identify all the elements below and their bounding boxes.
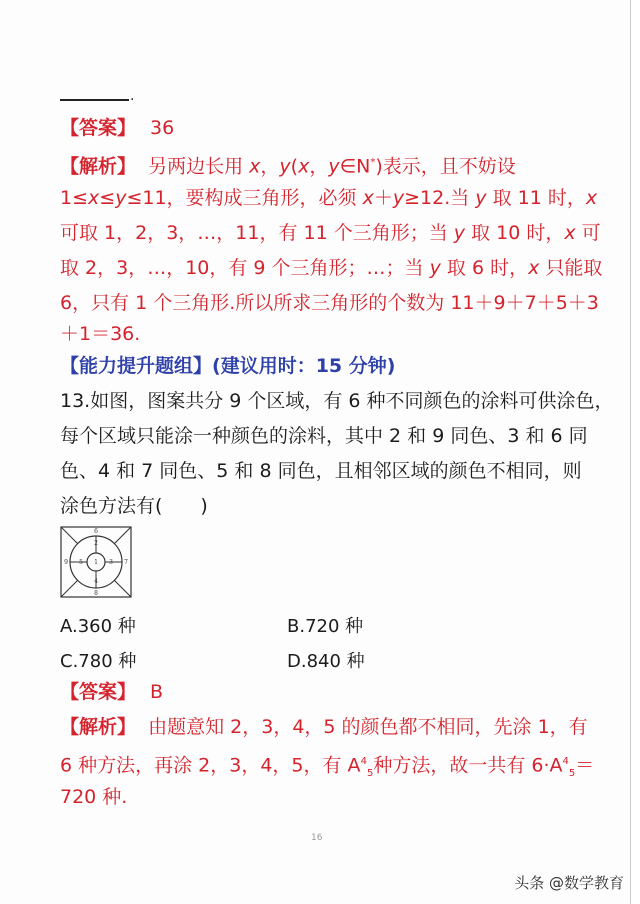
q13-analysis-text: ＝ <box>575 754 595 777</box>
q12-analysis-line-2 <box>60 183 598 213</box>
var-y: y <box>279 155 291 178</box>
q12-analysis-line-1 <box>60 148 572 181</box>
answer-blank-line <box>60 99 129 101</box>
region-label-8: 8 <box>94 590 98 597</box>
q13-analysis-line-1 <box>60 712 588 742</box>
q12-analysis-tag: 【解析】 <box>60 155 137 178</box>
superscript: 4 <box>360 756 367 767</box>
option-a: A.360 种 <box>60 616 136 637</box>
q13-answer-tag: 【答案】 <box>60 681 137 703</box>
var-y: y <box>115 187 127 209</box>
q12-answer-line <box>60 113 572 143</box>
q13-stem-line-2: 每个区域只能涂一种颜色的涂料，其中 2 和 9 同色、3 和 6 同 <box>60 425 588 447</box>
q12-analysis-text: ( <box>290 155 299 178</box>
var-y: y <box>328 155 340 178</box>
q12-analysis-text: ， <box>260 155 280 178</box>
q13-answer-line <box>60 677 572 707</box>
q13-stem-line-3: 色、4 和 7 同色、5 和 8 同色，且相邻区域的颜色不相同，则 <box>60 460 582 482</box>
q13-analysis-text: 种方法，故一共有 6·A <box>373 754 563 777</box>
q12-analysis-text: )表示，且不妨设 <box>375 155 516 178</box>
option-b: B.720 种 <box>287 616 364 637</box>
var-x: x <box>298 155 310 178</box>
q12-analysis-text: 取 11 时， <box>486 187 586 209</box>
q13-analysis-line-3 <box>60 782 572 812</box>
q12-analysis-text: ＋ <box>373 187 393 209</box>
region-label-3: 3 <box>109 559 113 566</box>
superscript: * <box>370 157 376 168</box>
region-label-4: 4 <box>94 578 98 585</box>
q12-analysis-text: 可取 1，2，3，…，11，有 11 个三角形；当 <box>60 222 454 244</box>
q12-analysis-text: 取 6 时， <box>440 257 529 279</box>
q13-analysis-text: 6 种方法，再涂 2，3，4，5，有 A <box>60 754 361 777</box>
region-label-6: 6 <box>94 528 98 535</box>
superscript: 4 <box>562 756 569 767</box>
region-label-9: 9 <box>64 559 68 566</box>
option-c: C.780 种 <box>60 651 137 672</box>
q12-analysis-text: ＋1＝36. <box>60 323 141 345</box>
subscript: 5 <box>568 768 576 780</box>
var-y: y <box>475 187 487 209</box>
section-header <box>60 351 572 381</box>
q13-analysis-tag: 【解析】 <box>60 716 137 738</box>
q12-analysis-text: ≤ <box>99 187 116 209</box>
var-x: x <box>249 155 261 178</box>
region-label-5: 5 <box>79 559 83 566</box>
q12-analysis-line-4 <box>60 253 603 283</box>
q12-analysis-text: ≤11，要构成三角形，必须 <box>126 187 363 209</box>
q13-stem-line-4: 涂色方法有( ) <box>60 495 208 517</box>
var-x: x <box>585 187 598 209</box>
q12-analysis-text: 取 2，3，…，10，有 9 个三角形；…；当 <box>60 257 430 279</box>
q12-analysis-text: 取 10 时， <box>465 222 565 244</box>
region-label-7: 7 <box>124 559 128 566</box>
var-y: y <box>392 187 405 209</box>
var-y: y <box>453 222 466 244</box>
q12-answer-value: 36 <box>150 117 175 139</box>
region-label-2: 2 <box>94 540 98 547</box>
q12-analysis-text: 6，只有 1 个三角形.所以所求三角形的个数为 11＋9＋7＋5＋3 <box>60 292 599 314</box>
q12-analysis-text: 只能取 <box>539 257 603 279</box>
var-x: x <box>88 187 100 209</box>
var-x: x <box>564 222 576 244</box>
var-y: y <box>429 257 441 279</box>
var-x: x <box>528 257 540 279</box>
q12-analysis-line-5 <box>60 288 599 318</box>
q12-analysis-line-6 <box>60 319 572 349</box>
q13-analysis-text: 由题意知 2，3，4，5 的颜色都不相同，先涂 1，有 <box>148 716 588 738</box>
q13-stem-line-1: 13.如图，图案共分 9 个区域，有 6 种不同颜色的涂料可供涂色， <box>60 390 614 412</box>
source-watermark: 头条 @数学教育 <box>514 874 624 892</box>
q12-analysis-line-3 <box>60 218 601 248</box>
q13-answer-value: B <box>150 681 164 703</box>
var-x: x <box>362 187 374 209</box>
q13-analysis-text: 720 种. <box>60 786 128 808</box>
q12-analysis-text: 可 <box>575 222 601 244</box>
option-d: D.840 种 <box>287 651 365 672</box>
region-label-1: 1 <box>94 559 98 566</box>
blank-period: . <box>130 88 135 104</box>
q12-analysis-text: ∈N <box>339 155 371 178</box>
q12-analysis-text: 另两边长用 <box>148 155 250 178</box>
section-time-note: (建议用时：15 分钟) <box>212 355 396 377</box>
page-number: 16 <box>311 833 323 843</box>
section-tag: 【能力提升题组】 <box>60 355 213 377</box>
q12-analysis-text: 1≤ <box>60 187 89 209</box>
subscript: 5 <box>366 768 374 780</box>
q12-analysis-text: ≥12.当 <box>404 187 476 209</box>
q12-analysis-text: ， <box>309 155 329 178</box>
q13-region-figure <box>60 526 132 598</box>
q12-answer-tag: 【答案】 <box>60 117 137 139</box>
